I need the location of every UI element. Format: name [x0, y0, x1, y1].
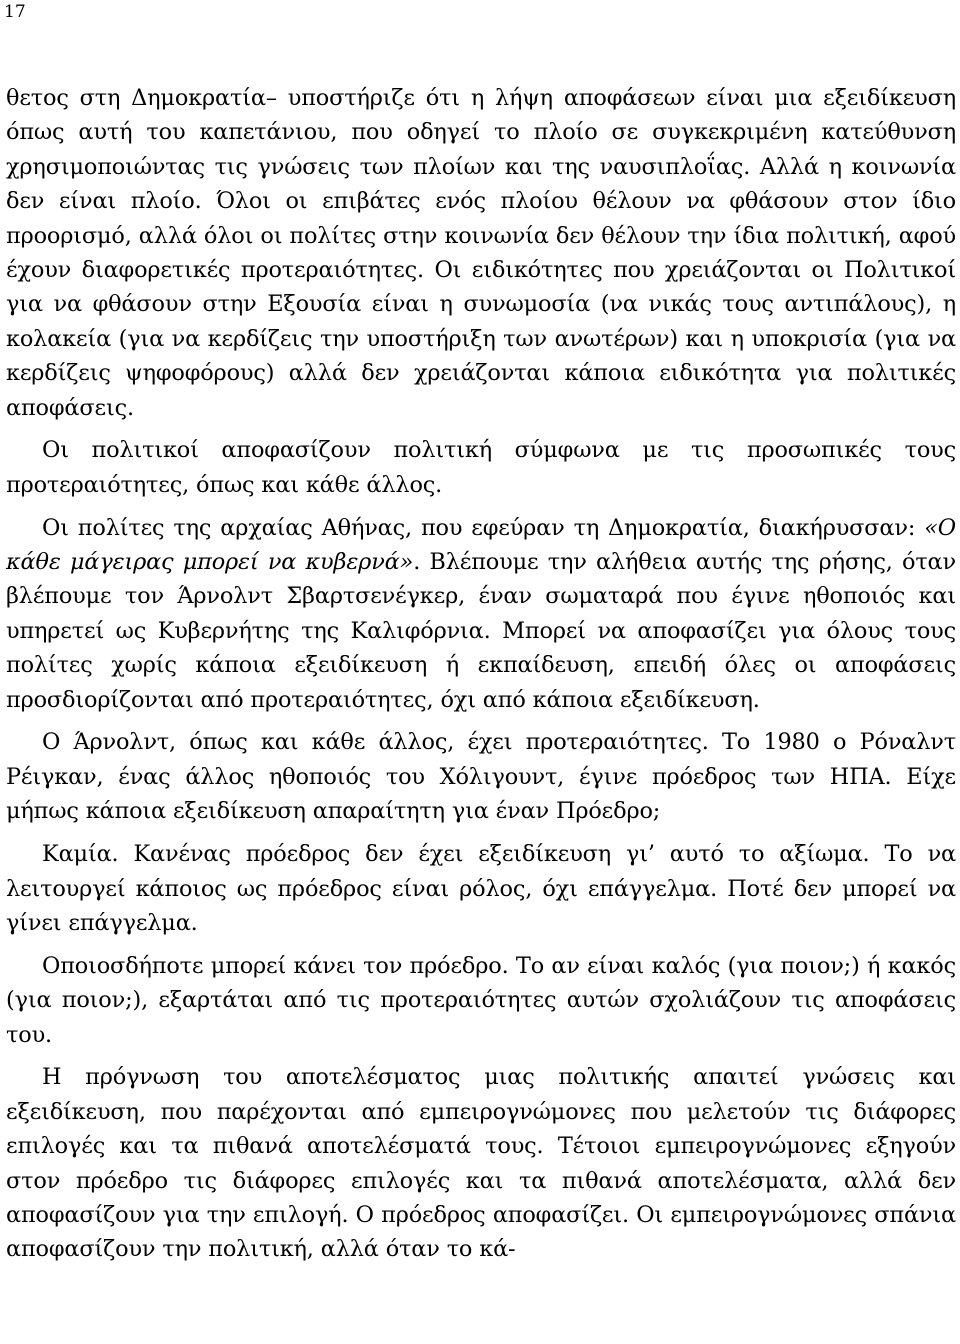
paragraph-experts: Η πρόγνωση του αποτελέσματος μιας πολιτικής απαιτεί γνώσεις και εξειδίκευση, που παρέχονται από εμπειρογνώμονες που μελετούν τις διάφορες επιλογές και τα πιθανά αποτελέσματά τους. Τέτοιοι εμπειρογνώμονες εξηγούν στον πρόεδρο τις διάφορες επιλογές και τα πιθανά αποτελέσματα, αλλά δεν αποφασίζουν για την επιλογή. Ο πρόεδρος αποφασίζει. Οι εμπειρογνώμονες σπάνια αποφασίζουν την πολιτική, αλλά όταν το κά- — [6, 1064, 956, 1263]
paragraph-athens-cook — [6, 511, 956, 717]
paragraph-reagan: Ο Άρνολντ, όπως και κάθε άλλος, έχει προτεραιότητες. Το 1980 ο Ρόναλντ Ρέιγκαν, ένας άλλος ηθοποιός του Χόλιγουντ, έγινε πρόεδρος των ΗΠΑ. Είχε μήπως κάποια εξειδίκευση απαραίτητη για έναν Πρόεδρο; — [6, 729, 956, 825]
paragraph-anyone-president: Οποιοσδήποτε μπορεί κάνει τον πρόεδρο. Το αν είναι καλός (για ποιον;) ή κακός (για ποιον;), εξαρτάται από τις προτεραιότητες αυτών σχολιάζουν τις αποφάσεις του. — [6, 952, 956, 1048]
paragraph-politicians-priorities: Οι πολιτικοί αποφασίζουν πολιτική σύμφωνα με τις προσωπικές τους προτεραιότητες, όπως και κάθε άλλος. — [6, 437, 956, 498]
cook-quote: «Ο κάθε μάγειρας μπορεί να κυβερνά» — [6, 514, 956, 576]
paragraph-athens-intro: Οι πολίτες της αρχαίας Αθήνας, που εφεύραν τη Δημοκρατία, διακήρυσσαν: — [42, 514, 925, 541]
paragraph-no-expertise: Καμία. Κανένας πρόεδρος δεν έχει εξειδίκευση γι’ αυτό το αξίωμα. Το να λειτουργεί κάποιος ως πρόεδρος είναι ρόλος, όχι επάγγελμα. Ποτέ δεν μπορεί να γίνει επάγγελμα. — [6, 841, 956, 936]
document-body — [6, 81, 956, 1267]
paragraph-athens-rest: . Βλέπουμε την αλήθεια αυτής της ρήσης, όταν βλέπουμε τον Άρνολντ Σβαρτσενέγκερ, έναν σωματαρά που έγινε ηθοποιός και υπηρετεί ως Κυβερνήτης της Καλιφόρνια. Μπορεί να αποφασίζει για όλους τους πολίτες χωρίς κάποια εξειδίκευση ή εκπαίδευση, επειδή όλες οι αποφάσεις προσδιορίζονται από προτεραιότητες, όχι από κάποια εξειδίκευση. — [6, 549, 956, 713]
page-number: 17 — [4, 2, 26, 22]
paragraph-continuation: θετος στη Δημοκρατία– υποστήριζε ότι η λήψη αποφάσεων είναι μια εξειδίκευση όπως αυτή του καπετάνιου, που οδηγεί το πλοίο σε συγκεκριμένη κατεύθυνση χρησιμοποιώντας τις γνώσεις των πλοίων και της ναυσιπλοΐας. Αλλά η κοινωνία δεν είναι πλοίο. Όλοι οι επιβάτες ενός πλοίου θέλουν να φθάσουν στον ίδιο προορισμό, αλλά όλοι οι πολίτες στην κοινωνία δεν θέλουν την ίδια πολιτική, αφού έχουν διαφορετικές προτεραιότητες. Οι ειδικότητες που χρειάζονται οι Πολιτικοί για να φθάσουν στην Εξουσία είναι η συνωμοσία (να νικάς τους αντιπάλους), η κολακεία (για να κερδίζεις την υποστήριξη των ανωτέρων) και η υποκρισία (για να κερδίζεις ψηφοφόρους) αλλά δεν χρειάζονται κάποια ειδικότητα για πολιτικές αποφάσεις. — [6, 85, 956, 421]
